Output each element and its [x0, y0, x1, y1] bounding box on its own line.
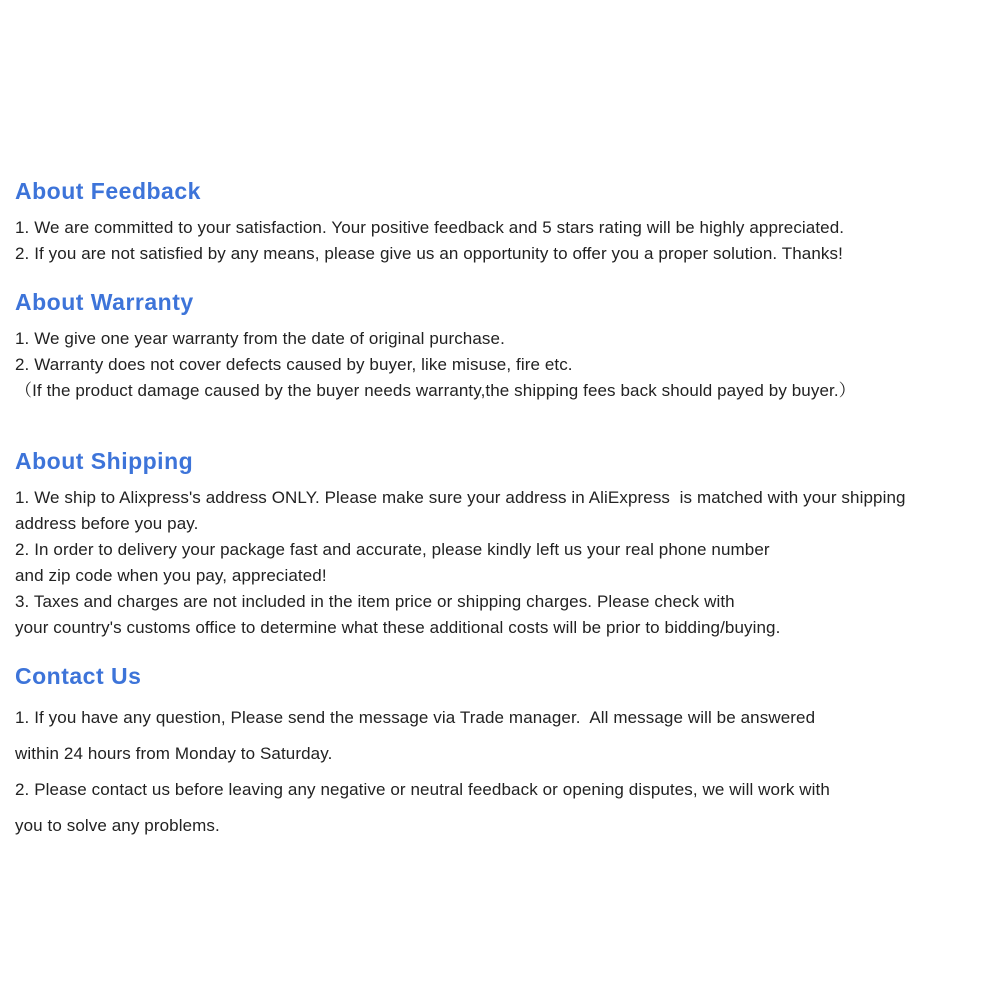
- warranty-line: （If the product damage caused by the buyer needs warranty,the shipping fees back should payed by buyer.）: [15, 381, 856, 400]
- contact-line: 1. If you have any question, Please send the message via Trade manager. All message will be answered: [15, 708, 816, 727]
- contact-line: within 24 hours from Monday to Saturday.: [15, 744, 333, 763]
- about-shipping-heading: About Shipping: [15, 448, 194, 474]
- section-about-shipping: [15, 448, 995, 641]
- shipping-line: your country's customs office to determine what these additional costs will be prior to bidding/buying.: [15, 618, 781, 637]
- contact-line: 2. Please contact us before leaving any negative or neutral feedback or opening disputes, we will work with: [15, 780, 830, 799]
- section-about-warranty: [15, 289, 995, 404]
- warranty-line: 2. Warranty does not cover defects caused by buyer, like misuse, fire etc.: [15, 355, 573, 374]
- about-feedback-heading: About Feedback: [15, 178, 201, 204]
- shipping-line: 3. Taxes and charges are not included in the item price or shipping charges. Please check with: [15, 592, 735, 611]
- policy-content: [15, 178, 995, 844]
- section-about-feedback: [15, 178, 995, 267]
- contact-us-heading: Contact Us: [15, 663, 142, 689]
- section-contact-us: [15, 663, 995, 844]
- warranty-line: 1. We give one year warranty from the date of original purchase.: [15, 329, 505, 348]
- about-warranty-heading: About Warranty: [15, 289, 194, 315]
- contact-line: you to solve any problems.: [15, 816, 220, 835]
- shipping-line: address before you pay.: [15, 514, 199, 533]
- shipping-line: 2. In order to delivery your package fast and accurate, please kindly left us your real phone number: [15, 540, 770, 559]
- feedback-line: 2. If you are not satisfied by any means, please give us an opportunity to offer you a proper solution. Thanks!: [15, 244, 843, 263]
- feedback-line: 1. We are committed to your satisfaction. Your positive feedback and 5 stars rating will be highly appreciated.: [15, 218, 845, 237]
- shipping-line: and zip code when you pay, appreciated!: [15, 566, 327, 585]
- shipping-line: 1. We ship to Alixpress's address ONLY. Please make sure your address in AliExpress is matched with your shipping: [15, 488, 906, 507]
